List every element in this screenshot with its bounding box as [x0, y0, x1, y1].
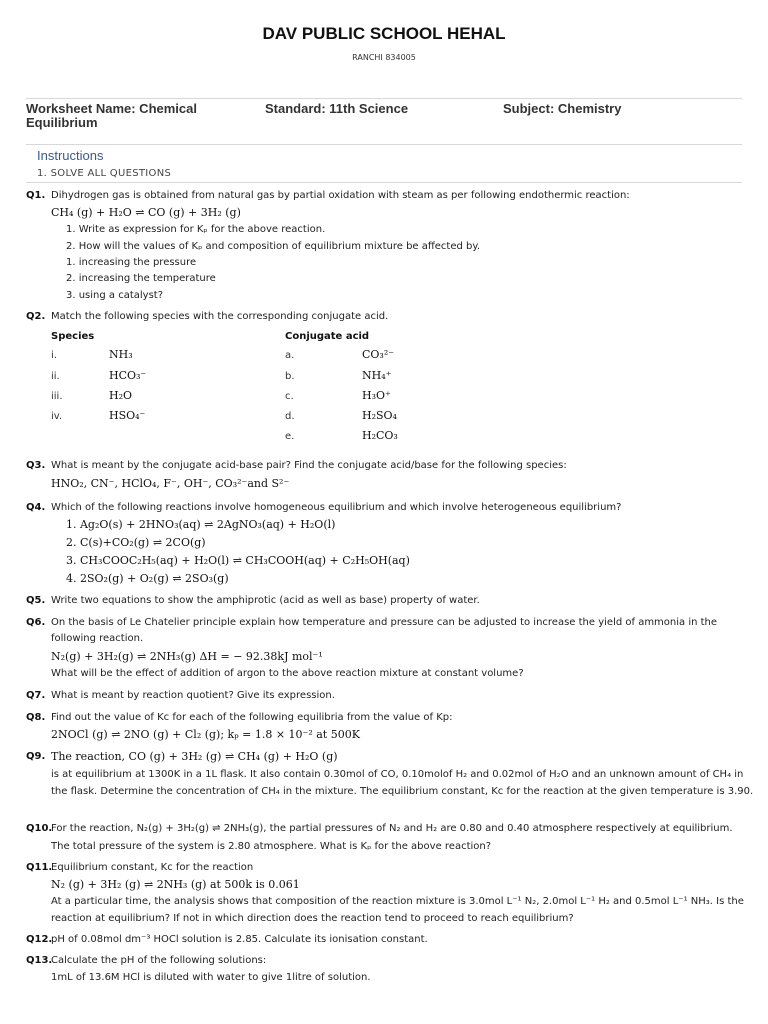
equation: 2. C(s)+CO₂(g) ⇌ 2CO(g) — [66, 536, 206, 549]
acid-letter: e. — [285, 431, 295, 442]
school-name: DAV PUBLIC SCHOOL HEHAL — [262, 24, 506, 43]
equation: The reaction, CO (g) + 3H₂ (g) ⇌ CH₄ (g) + H₂O (g) — [51, 750, 338, 763]
species-number: iii. — [51, 391, 63, 402]
standard: Standard: 11th Science — [265, 101, 409, 116]
question-text: Calculate the pH of the following solutions: — [51, 955, 267, 966]
question-text: Which of the following reactions involve homogeneous equilibrium and which involve heterogeneous equilibrium? — [51, 502, 622, 513]
sub-item: 2. How will the values of Kₚ and composition of equilibrium mixture be affected by. — [66, 241, 481, 252]
equation: 4. 2SO₂(g) + O₂(g) ⇌ 2SO₃(g) — [66, 572, 229, 585]
instructions-title: Instructions — [37, 148, 104, 163]
equation: N₂(g) + 3H₂(g) ⇌ 2NH₃(g) ΔH = − 92.38kJ mol⁻¹ — [51, 650, 323, 663]
school-address: RANCHI 834005 — [352, 53, 416, 62]
acid-formula: CO₃²⁻ — [362, 348, 395, 361]
question-number: Q12. — [26, 934, 53, 945]
question-text: The total pressure of the system is 2.80 atmosphere. What is Kₚ for the above reaction? — [51, 841, 492, 852]
acid-letter: c. — [285, 391, 294, 402]
species-formula: HCO₃⁻ — [109, 369, 147, 382]
sub-item: 2. increasing the temperature — [66, 273, 216, 284]
question-text: Match the following species with the corresponding conjugate acid. — [51, 311, 389, 322]
acid-formula: H₂SO₄ — [362, 409, 397, 422]
species-number: i. — [51, 350, 57, 361]
question-text: the flask. Determine the concentration of CH₄ in the mixture. The equilibrium constant, Kc for the reaction at the given temperature is 3.90. — [51, 786, 754, 797]
question-text: following reaction. — [51, 633, 144, 644]
species-formula: H₂O — [109, 389, 133, 402]
species-formula: HSO₄⁻ — [109, 409, 146, 422]
question-number: Q11. — [26, 862, 53, 873]
equation: 3. CH₃COOC₂H₅(aq) + H₂O(l) ⇌ CH₃COOH(aq) + C₂H₅OH(aq) — [66, 554, 410, 567]
question-number: Q10. — [26, 823, 53, 834]
question-text: For the reaction, N₂(g) + 3H₂(g) ⇌ 2NH₃(g), the partial pressures of N₂ and H₂ are 0.80 and 0.40 atmosphere respectively at equilibrium. — [51, 823, 733, 834]
divider-top — [26, 98, 742, 99]
question-number: Q7. — [26, 690, 46, 701]
question-text: At a particular time, the analysis shows that composition of the reaction mixture is 3.0mol L⁻¹ N₂, 2.0mol L⁻¹ H₂ and 0.5mol L⁻¹ NH₃. Is the — [51, 896, 744, 907]
species-formula: NH₃ — [109, 348, 133, 361]
question-number: Q1. — [26, 190, 46, 201]
question-text: pH of 0.08mol dm⁻³ HOCl solution is 2.85. Calculate its ionisation constant. — [51, 934, 428, 945]
sub-item: 3. using a catalyst? — [66, 290, 164, 301]
sub-item: 1. increasing the pressure — [66, 257, 197, 268]
worksheet-name — [26, 102, 197, 130]
question-number: Q5. — [26, 595, 46, 606]
question-text: Equilibrium constant, Kc for the reaction — [51, 862, 254, 873]
question-number: Q9. — [26, 751, 46, 762]
question-number: Q6. — [26, 617, 46, 628]
divider-mid — [26, 144, 742, 145]
instruction-item: 1. SOLVE ALL QUESTIONS — [37, 168, 172, 179]
conjugate-acid-header: Conjugate acid — [285, 331, 370, 342]
question-text: On the basis of Le Chatelier principle explain how temperature and pressure can be adjusted to increase the yield of ammonia in the — [51, 617, 718, 628]
acid-letter: d. — [285, 411, 295, 422]
acid-formula: NH₄⁺ — [362, 369, 392, 382]
equation: 2NOCl (g) ⇌ 2NO (g) + Cl₂ (g); kₚ = 1.8 × 10⁻² at 500K — [51, 728, 360, 741]
worksheet-name-line2: Equilibrium — [26, 115, 98, 130]
question-number: Q13. — [26, 955, 53, 966]
question-text: reaction at equilibrium? If not in which direction does the reaction tend to proceed to reach equilibrium? — [51, 913, 574, 924]
species-number: ii. — [51, 371, 60, 382]
equation: CH₄ (g) + H₂O ⇌ CO (g) + 3H₂ (g) — [51, 206, 241, 219]
question-text: Find out the value of Kc for each of the following equilibria from the value of Kp: — [51, 712, 453, 723]
question-text: Dihydrogen gas is obtained from natural gas by partial oxidation with steam as per following endothermic reaction: — [51, 190, 630, 201]
question-text: Write two equations to show the amphiprotic (acid as well as base) property of water. — [51, 595, 480, 606]
worksheet-name-line1: Worksheet Name: Chemical — [26, 101, 197, 116]
subject: Subject: Chemistry — [503, 101, 622, 116]
question-text: 1mL of 13.6M HCl is diluted with water to give 1litre of solution. — [51, 972, 371, 983]
equation: N₂ (g) + 3H₂ (g) ⇌ 2NH₃ (g) at 500k is 0.061 — [51, 878, 300, 891]
question-text: is at equilibrium at 1300K in a 1L flask. It also contain 0.30mol of CO, 0.10molof H₂ and 0.02mol of H₂O and an unknown amount of CH₄ in — [51, 769, 744, 780]
sub-item: 1. Write as expression for Kₚ for the above reaction. — [66, 224, 326, 235]
acid-letter: a. — [285, 350, 295, 361]
question-text: What is meant by reaction quotient? Give its expression. — [51, 690, 335, 701]
question-number: Q3. — [26, 460, 46, 471]
species-number: iv. — [51, 411, 63, 422]
equation: HNO₂, CN⁻, HClO₄, F⁻, OH⁻, CO₃²⁻and S²⁻ — [51, 477, 290, 490]
divider-instr — [26, 182, 742, 183]
question-text: What is meant by the conjugate acid-base pair? Find the conjugate acid/base for the following species: — [51, 460, 567, 471]
species-header: Species — [51, 331, 95, 342]
question-number: Q8. — [26, 712, 46, 723]
acid-letter: b. — [285, 371, 295, 382]
question-number: Q4. — [26, 502, 46, 513]
acid-formula: H₂CO₃ — [362, 429, 398, 442]
question-text: What will be the effect of addition of argon to the above reaction mixture at constant volume? — [51, 668, 524, 679]
question-number: Q2. — [26, 311, 46, 322]
acid-formula: H₃O⁺ — [362, 389, 391, 402]
equation: 1. Ag₂O(s) + 2HNO₃(aq) ⇌ 2AgNO₃(aq) + H₂O(l) — [66, 518, 336, 531]
